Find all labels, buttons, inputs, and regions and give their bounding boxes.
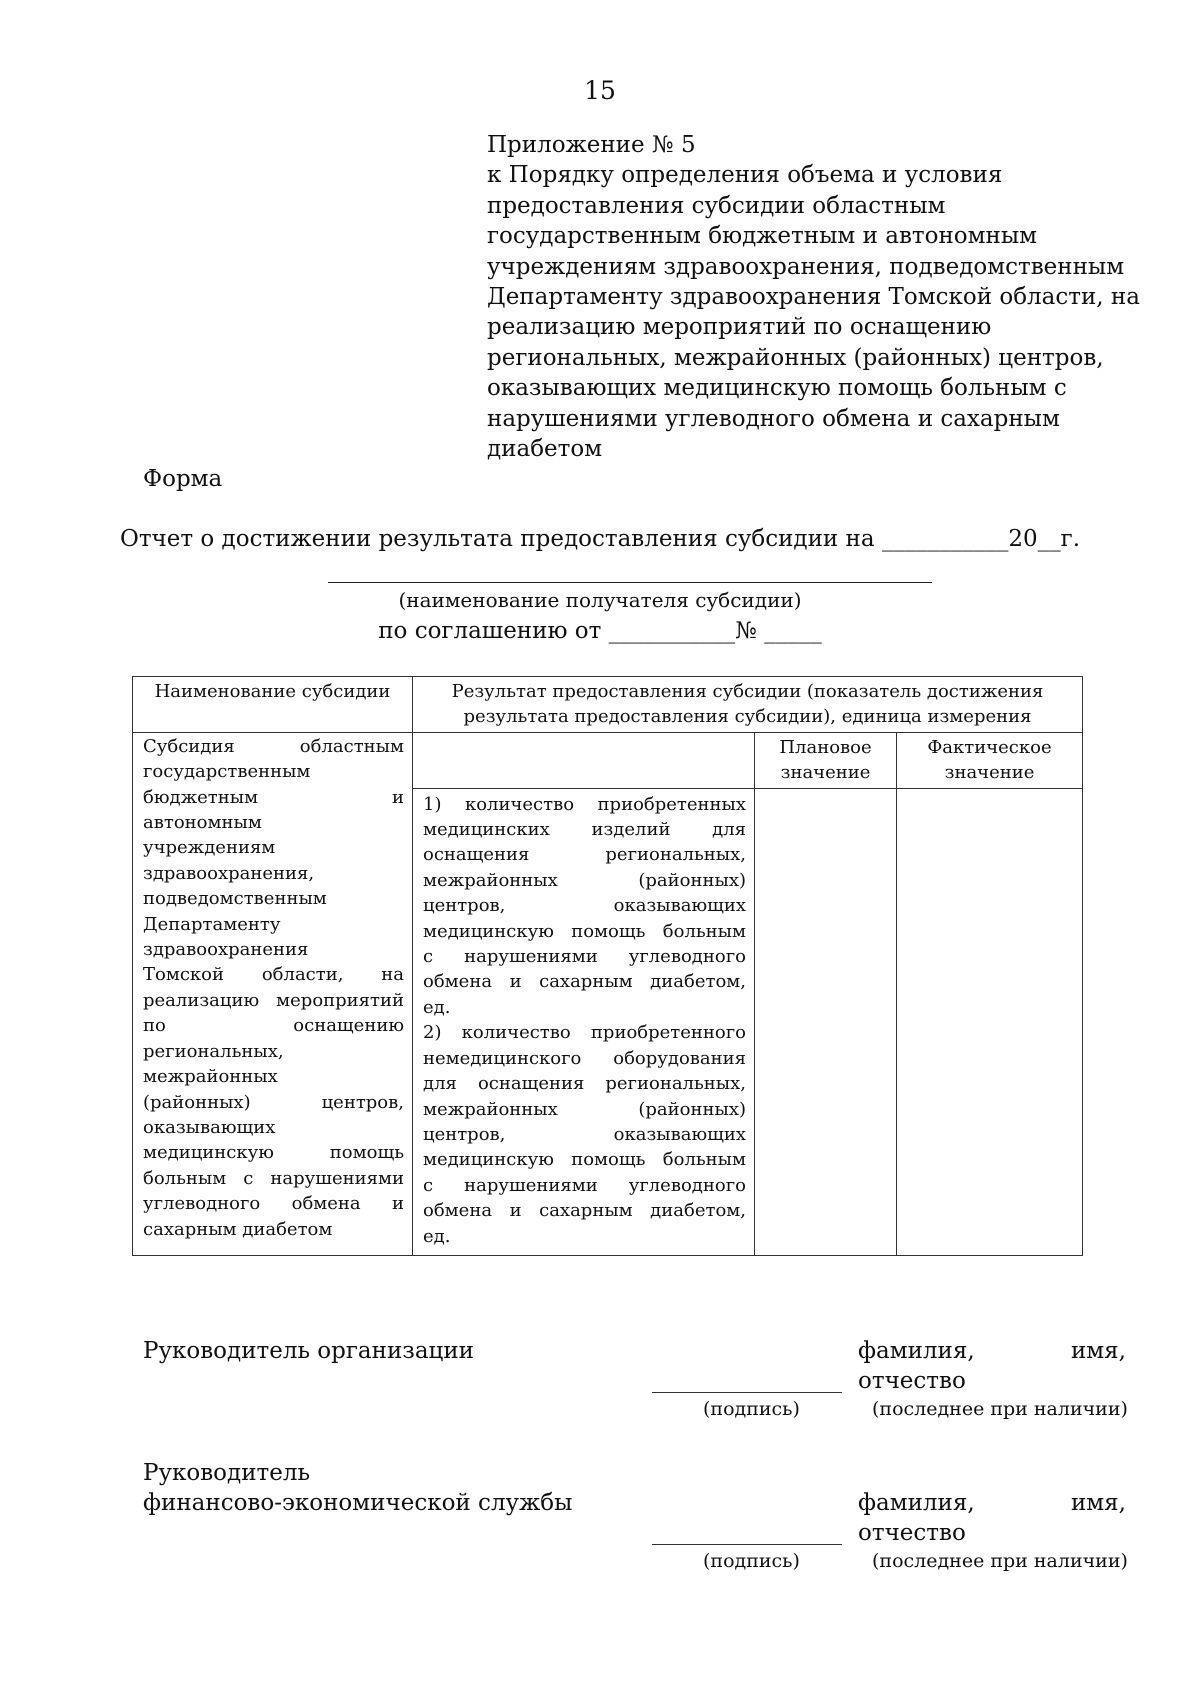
subsidy-name-line: межрайонных (143, 1066, 278, 1088)
indicator-line: межрайонных (районных) (423, 869, 746, 891)
fio-word: отчество (858, 1368, 966, 1394)
subsidy-name-line: учреждениям (143, 837, 276, 859)
fio-word: отчество (858, 1520, 966, 1546)
annex-line: нарушениями углеводного обмена и сахарным (487, 405, 1060, 432)
subsidy-name-line: Субсидия областным (143, 735, 404, 757)
fio-word: имя, (1070, 1338, 1126, 1364)
indicator-line: центров, оказывающих (423, 1123, 746, 1145)
indicator-line: центров, оказывающих (423, 895, 746, 917)
signature-1-line (652, 1392, 842, 1393)
fio-word: имя, (1070, 1490, 1126, 1516)
subsidy-name-line: подведомственным (143, 888, 327, 910)
annex-line: учреждениям здравоохранения, подведомственным (487, 253, 1125, 280)
subsidy-name-line: углеводного обмена и (143, 1193, 404, 1215)
annex-line: Департаменту здравоохранения Томской области, на (487, 284, 1140, 311)
indicator-line: медицинских изделий для (423, 819, 746, 841)
signature-title-line: Руководитель организации (143, 1338, 474, 1364)
signature-2-caption: (подпись) (703, 1550, 800, 1572)
actual-value-cell (897, 788, 1083, 1255)
indicator-line: 1) количество приобретенных (423, 793, 746, 815)
indicator-1 (423, 792, 746, 1021)
fio-word: фамилия, (858, 1338, 975, 1364)
indicator-line: межрайонных (районных) (423, 1098, 746, 1120)
annex-line: диабетом (487, 436, 603, 463)
subsidy-name-line: Департаменту (143, 913, 281, 935)
subsidy-name-line: сахарным диабетом (143, 1218, 333, 1240)
planned-value-header (755, 732, 897, 788)
fio-word: фамилия, (858, 1490, 975, 1516)
subsidy-name-cell (133, 732, 413, 1255)
indicator-line: 2) количество приобретенного (423, 1022, 746, 1044)
signature-2-fio (858, 1488, 1126, 1548)
fio-row (858, 1488, 1126, 1518)
fio-row (858, 1336, 1126, 1366)
table-header-row (133, 677, 1083, 733)
indicators-cell (413, 788, 755, 1255)
header-result-line: результата предоставления субсидии), единица измерения (463, 706, 1032, 728)
annex-line: оказывающих медицинскую помощь больным с (487, 375, 1067, 402)
page-number: 15 (584, 76, 616, 105)
recipient-caption: (наименование получателя субсидии) (398, 588, 802, 612)
indicator-line: немедицинского оборудования (423, 1047, 746, 1069)
report-table-wrapper (132, 676, 1083, 1256)
indicator-line: обмена и сахарным диабетом, (423, 971, 746, 993)
indicator-line: ед. (423, 996, 451, 1018)
indicator-line: с нарушениями углеводного (423, 1174, 746, 1196)
signature-1-fio-caption: (последнее при наличии) (872, 1398, 1128, 1420)
indicator-line: ед. (423, 1225, 451, 1247)
indicator-line: оснащения региональных, (423, 844, 746, 866)
subsidy-name-line: бюджетным и (143, 786, 404, 808)
result-subheader-empty (413, 732, 755, 788)
signature-1-fio (858, 1336, 1126, 1396)
subsidy-name-line: (районных) центров, (143, 1091, 404, 1113)
indicator-line: с нарушениями углеводного (423, 946, 746, 968)
signature-2-line (652, 1544, 842, 1545)
subsidy-name-line: автономным (143, 812, 262, 834)
subsidy-name-line: Томской области, на (143, 964, 404, 986)
signature-2-title (143, 1458, 572, 1518)
annex-line: предоставления субсидии областным (487, 192, 946, 219)
indicator-2 (423, 1020, 746, 1249)
actual-header-line: Фактическое (927, 736, 1052, 758)
annex-line: к Порядку определения объема и условия (487, 162, 1003, 189)
subsidy-name-line: реализацию мероприятий (143, 989, 404, 1011)
planned-value-cell (755, 788, 897, 1255)
header-subsidy-name-text: Наименование субсидии (154, 681, 391, 702)
report-title: Отчет о достижении результата предоставления субсидии на ___________20__г. (119, 526, 1081, 552)
signature-2-fio-caption: (последнее при наличии) (872, 1550, 1128, 1572)
report-table (132, 676, 1083, 1256)
header-result (413, 677, 1083, 733)
signature-title-line: Руководитель (143, 1460, 310, 1486)
signature-1-caption: (подпись) (703, 1398, 800, 1420)
signature-title-line: финансово-экономической службы (143, 1490, 573, 1516)
annex-line: Приложение № 5 (487, 132, 696, 158)
subsidy-name-line: государственным (143, 761, 311, 783)
annex-line: государственным бюджетным и автономным (487, 223, 1038, 250)
indicator-line: для оснащения региональных, (423, 1073, 746, 1095)
subsidy-name-line: больным с нарушениями (143, 1167, 404, 1189)
agreement-line: по соглашению от ___________№ _____ (378, 618, 822, 644)
indicator-line: медицинскую помощь больным (423, 1149, 746, 1171)
header-result-line: Результат предоставления субсидии (показатель достижения (451, 681, 1044, 702)
subsidy-name-line: региональных, (143, 1040, 284, 1062)
header-subsidy-name (133, 677, 413, 733)
subsidy-name-line: здравоохранения, (143, 862, 315, 884)
indicator-line: медицинскую помощь больным (423, 920, 746, 942)
subsidy-name-line: оказывающих (143, 1116, 276, 1138)
form-label: Форма (143, 466, 223, 492)
annex-line: реализацию мероприятий по оснащению (487, 314, 992, 341)
annex-header (487, 130, 1140, 464)
signature-1-title (143, 1336, 474, 1366)
actual-header-line: значение (944, 762, 1035, 784)
indicator-line: обмена и сахарным диабетом, (423, 1200, 746, 1222)
subsidy-name-line: здравоохранения (143, 939, 309, 961)
table-subheader-row (133, 732, 1083, 788)
planned-header-line: значение (780, 762, 871, 784)
subsidy-name-line: по оснащению (143, 1015, 404, 1037)
subsidy-name-line: медицинскую помощь (143, 1142, 404, 1164)
planned-header-line: Плановое (779, 736, 872, 758)
annex-line: региональных, межрайонных (районных) центров, (487, 344, 1104, 371)
recipient-name-line (328, 582, 932, 583)
actual-value-header (897, 732, 1083, 788)
